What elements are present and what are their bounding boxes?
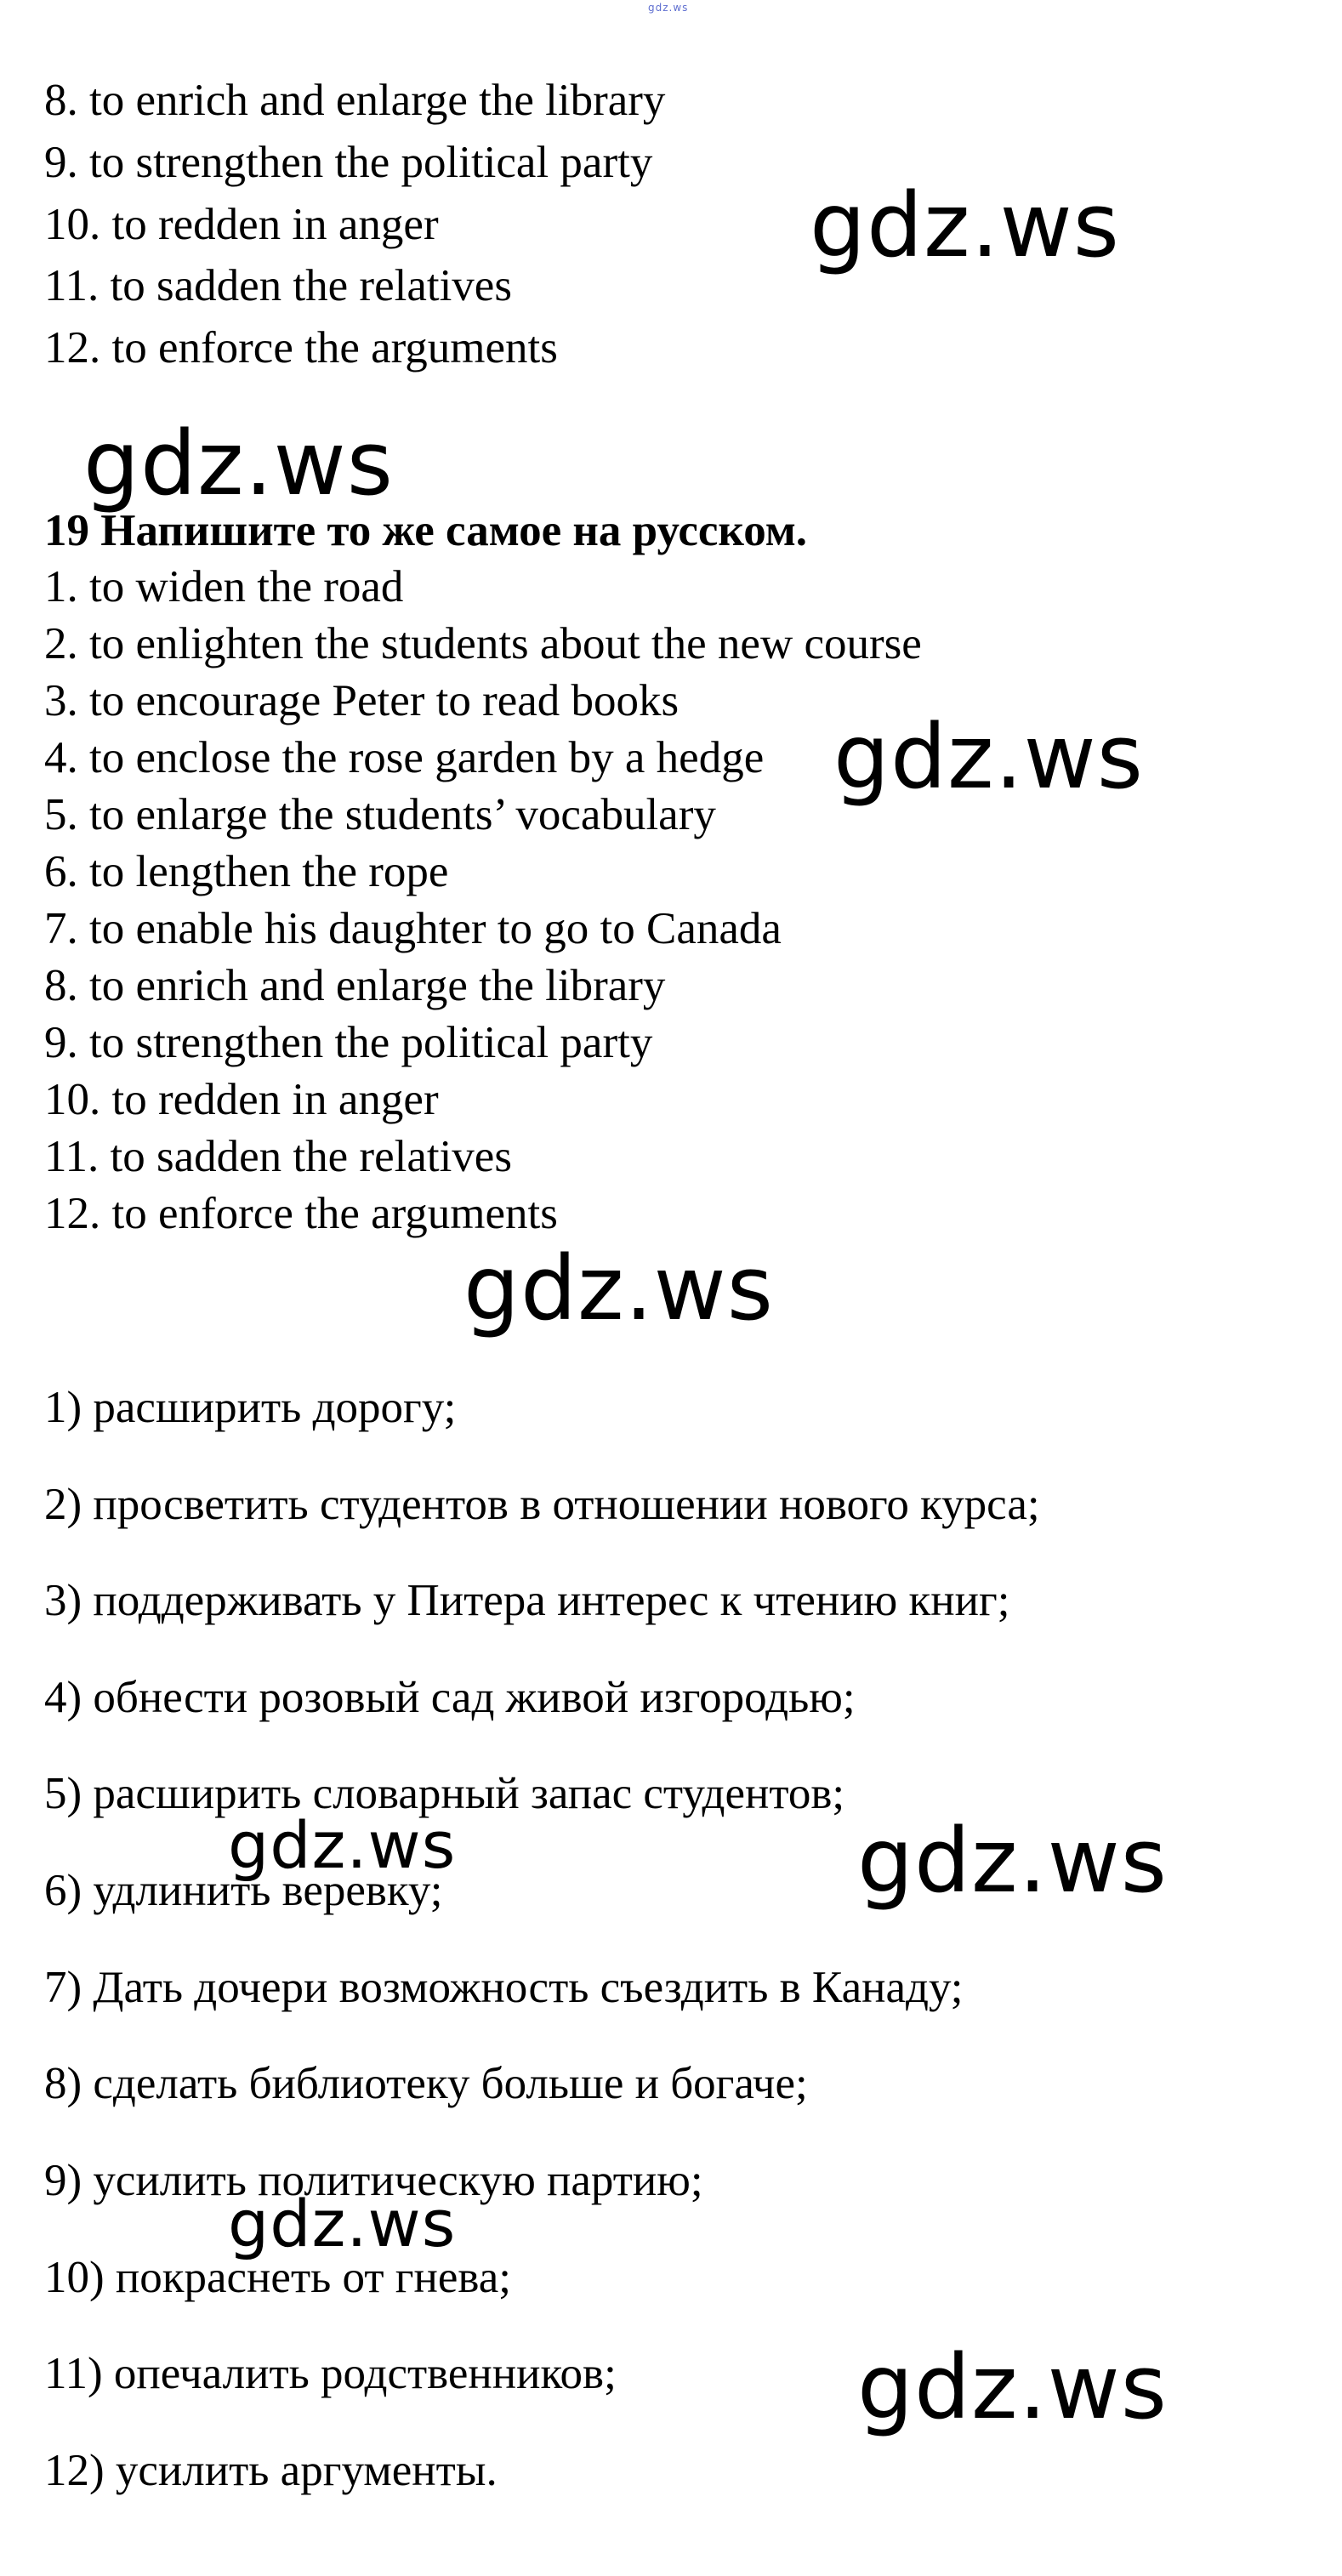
list-item: 8. to enrich and enlarge the library [44, 961, 666, 1010]
answer-item: 3) поддерживать у Питера интерес к чтению книг; [44, 1576, 1010, 1625]
watermark: gdz.ws [83, 412, 394, 515]
answer-item: 7) Дать дочери возможность съездить в Канаду; [44, 1963, 964, 2012]
answer-item: 2) просветить студентов в отношении нового курса; [44, 1480, 1040, 1529]
list-item: 8. to enrich and enlarge the library [44, 76, 666, 125]
answer-item: 12) усилить аргументы. [44, 2446, 498, 2495]
list-item: 12. to enforce the arguments [44, 323, 558, 372]
list-item: 9. to strengthen the political party [44, 1018, 653, 1067]
list-item: 1. to widen the road [44, 562, 404, 611]
watermark: gdz.ws [228, 1807, 457, 1883]
answer-item: 4) обнести розовый сад живой изгородью; [44, 1673, 856, 1722]
list-item: 5. to enlarge the students’ vocabulary [44, 790, 716, 839]
list-item: 12. to enforce the arguments [44, 1189, 558, 1238]
list-item: 11. to sadden the relatives [44, 1132, 512, 1181]
answer-item: 10) покраснеть от гнева; [44, 2253, 511, 2302]
answer-item: 11) опечалить родственников; [44, 2349, 617, 2398]
list-item: 10. to redden in anger [44, 200, 439, 249]
list-item: 9. to strengthen the political party [44, 138, 653, 187]
answer-item: 6) удлинить веревку; [44, 1866, 443, 1915]
top-watermark: gdz.ws [648, 2, 689, 14]
list-item: 11. to sadden the relatives [44, 261, 512, 310]
watermark: gdz.ws [833, 705, 1144, 809]
list-item: 2. to enlighten the students about the new course [44, 619, 922, 668]
list-item: 10. to redden in anger [44, 1075, 439, 1124]
watermark: gdz.ws [228, 2186, 457, 2261]
answer-item: 5) расширить словарный запас студентов; [44, 1769, 845, 1818]
list-item: 3. to encourage Peter to read books [44, 676, 680, 725]
answer-item: 1) расширить дорогу; [44, 1383, 457, 1432]
exercise-heading: 19 Напишите то же самое на русском. [44, 506, 808, 555]
answer-item: 9) усилить политическую партию; [44, 2156, 703, 2205]
watermark: gdz.ws [810, 173, 1120, 277]
list-item: 7. to enable his daughter to go to Canada [44, 904, 782, 953]
list-item: 6. to lengthen the rope [44, 847, 449, 896]
watermark: gdz.ws [463, 1237, 774, 1340]
watermark: gdz.ws [857, 2335, 1168, 2439]
list-item: 4. to enclose the rose garden by a hedge [44, 733, 765, 782]
watermark: gdz.ws [857, 1809, 1168, 1913]
answer-item: 8) сделать библиотеку больше и богаче; [44, 2059, 808, 2108]
